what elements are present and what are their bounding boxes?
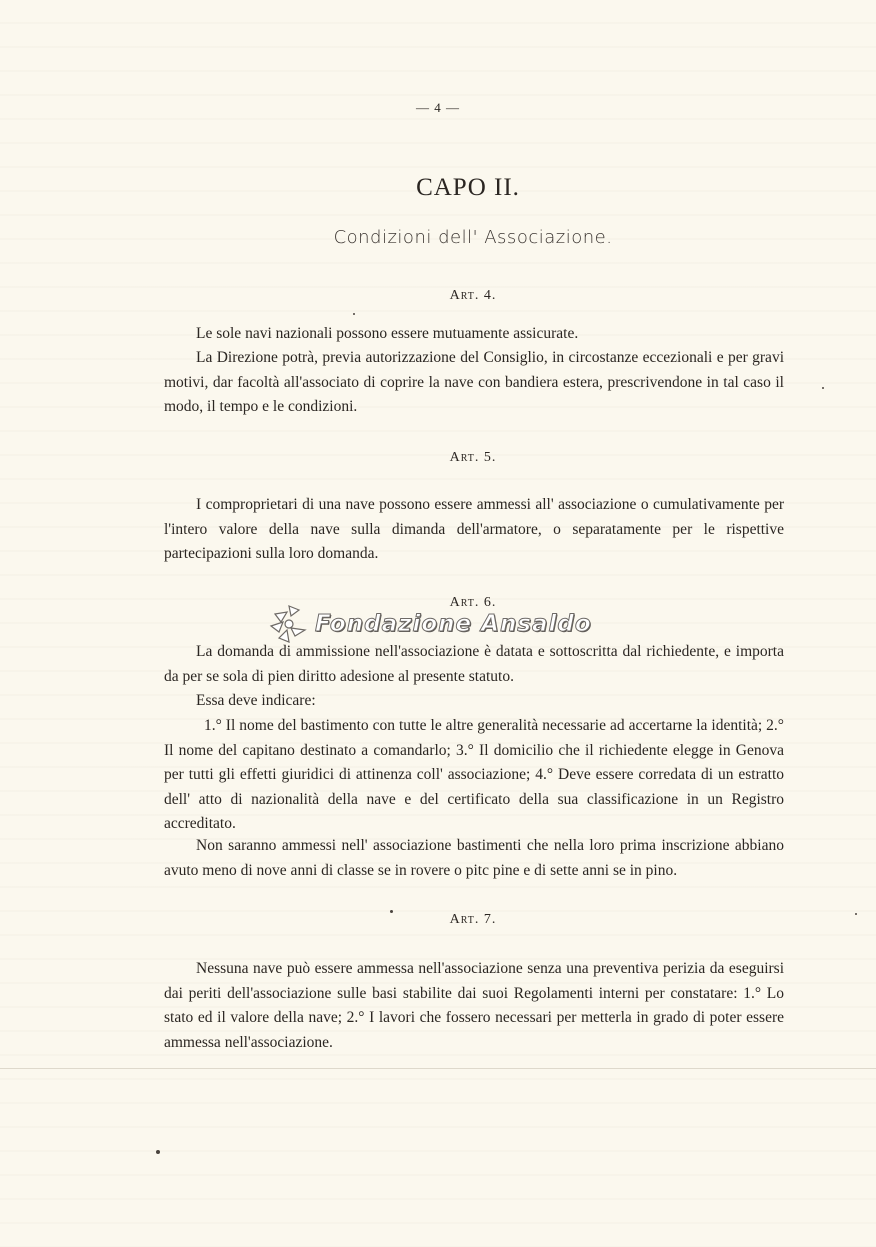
article-paragraph: Non saranno ammessi nell' associazione bastimenti che nella loro prima inscrizione abbiano avuto meno di nove anni di classe se in rovere o pitc pine e di sette anni se in pino. [164,837,784,879]
page-number: — 4 — [416,100,460,115]
chapter-title: CAPO II. [416,174,520,201]
paper-speck [353,313,355,315]
article-paragraph: I comproprietari di una nave possono essere ammessi all' associazione o cumulativamente per l'intero valore della nave sulla dimanda dell'armatore, o separatamente per le rispettive partecipazioni sulla loro domanda. [164,496,784,562]
article-paragraph: Essa deve indicare: [196,692,316,709]
article-paragraph: La Direzione potrà, previa autorizzazione del Consiglio, in circostanze eccezionali e per gravi motivi, dar facoltà all'associato di coprire la nave con bandiera estera, prescrivendone in tal caso il modo, il tempo e le condizioni. [164,349,784,415]
chapter-subtitle: Condizioni dell' Associazione. [333,227,613,248]
article-heading: Art. 7. [449,912,497,927]
paper-speck [855,913,857,915]
paper-speck [156,1150,160,1154]
watermark-text: Fondazione Ansaldo [315,611,592,637]
paper-speck [822,387,824,389]
article-paragraph: La domanda di ammissione nell'associazione è datata e sottoscritta dal richiedente, e importa da per se sola di pien diritto adesione al presente statuto. [164,643,784,685]
paper-speck [390,910,393,913]
paper-fold-line [0,1068,876,1069]
ansaldo-logo-icon [265,600,313,648]
article-paragraph: 1.° Il nome del bastimento con tutte le altre generalità necessarie ad accertarne la identità; 2.° Il nome del capitano destinato a comandarlo; 3.° Il domicilio che il richiedente elegge in Genova per tutti gli effetti giuridici di attinenza coll' associazione; 4.° Deve essere corredata di un estratto dell' atto di nazionalità della nave e del certificato della sua classificazione in un Registro accreditato. [164,717,784,832]
article-heading: Art. 5. [449,450,497,465]
article-heading: Art. 4. [449,288,497,303]
watermark [265,600,635,648]
article-paragraph: Le sole navi nazionali possono essere mutuamente assicurate. [196,325,579,342]
article-paragraph: Nessuna nave può essere ammessa nell'associazione senza una preventiva perizia da eseguirsi dai periti dell'associazione sulle basi stabilite dai suoi Regolamenti interni per constatare: 1.° Lo stato ed il valore della nave; 2.° I lavori che fossero necessari per metterla in grado di poter essere ammessa nell'associazione. [164,960,784,1051]
article-heading: Art. 6. [449,595,497,610]
